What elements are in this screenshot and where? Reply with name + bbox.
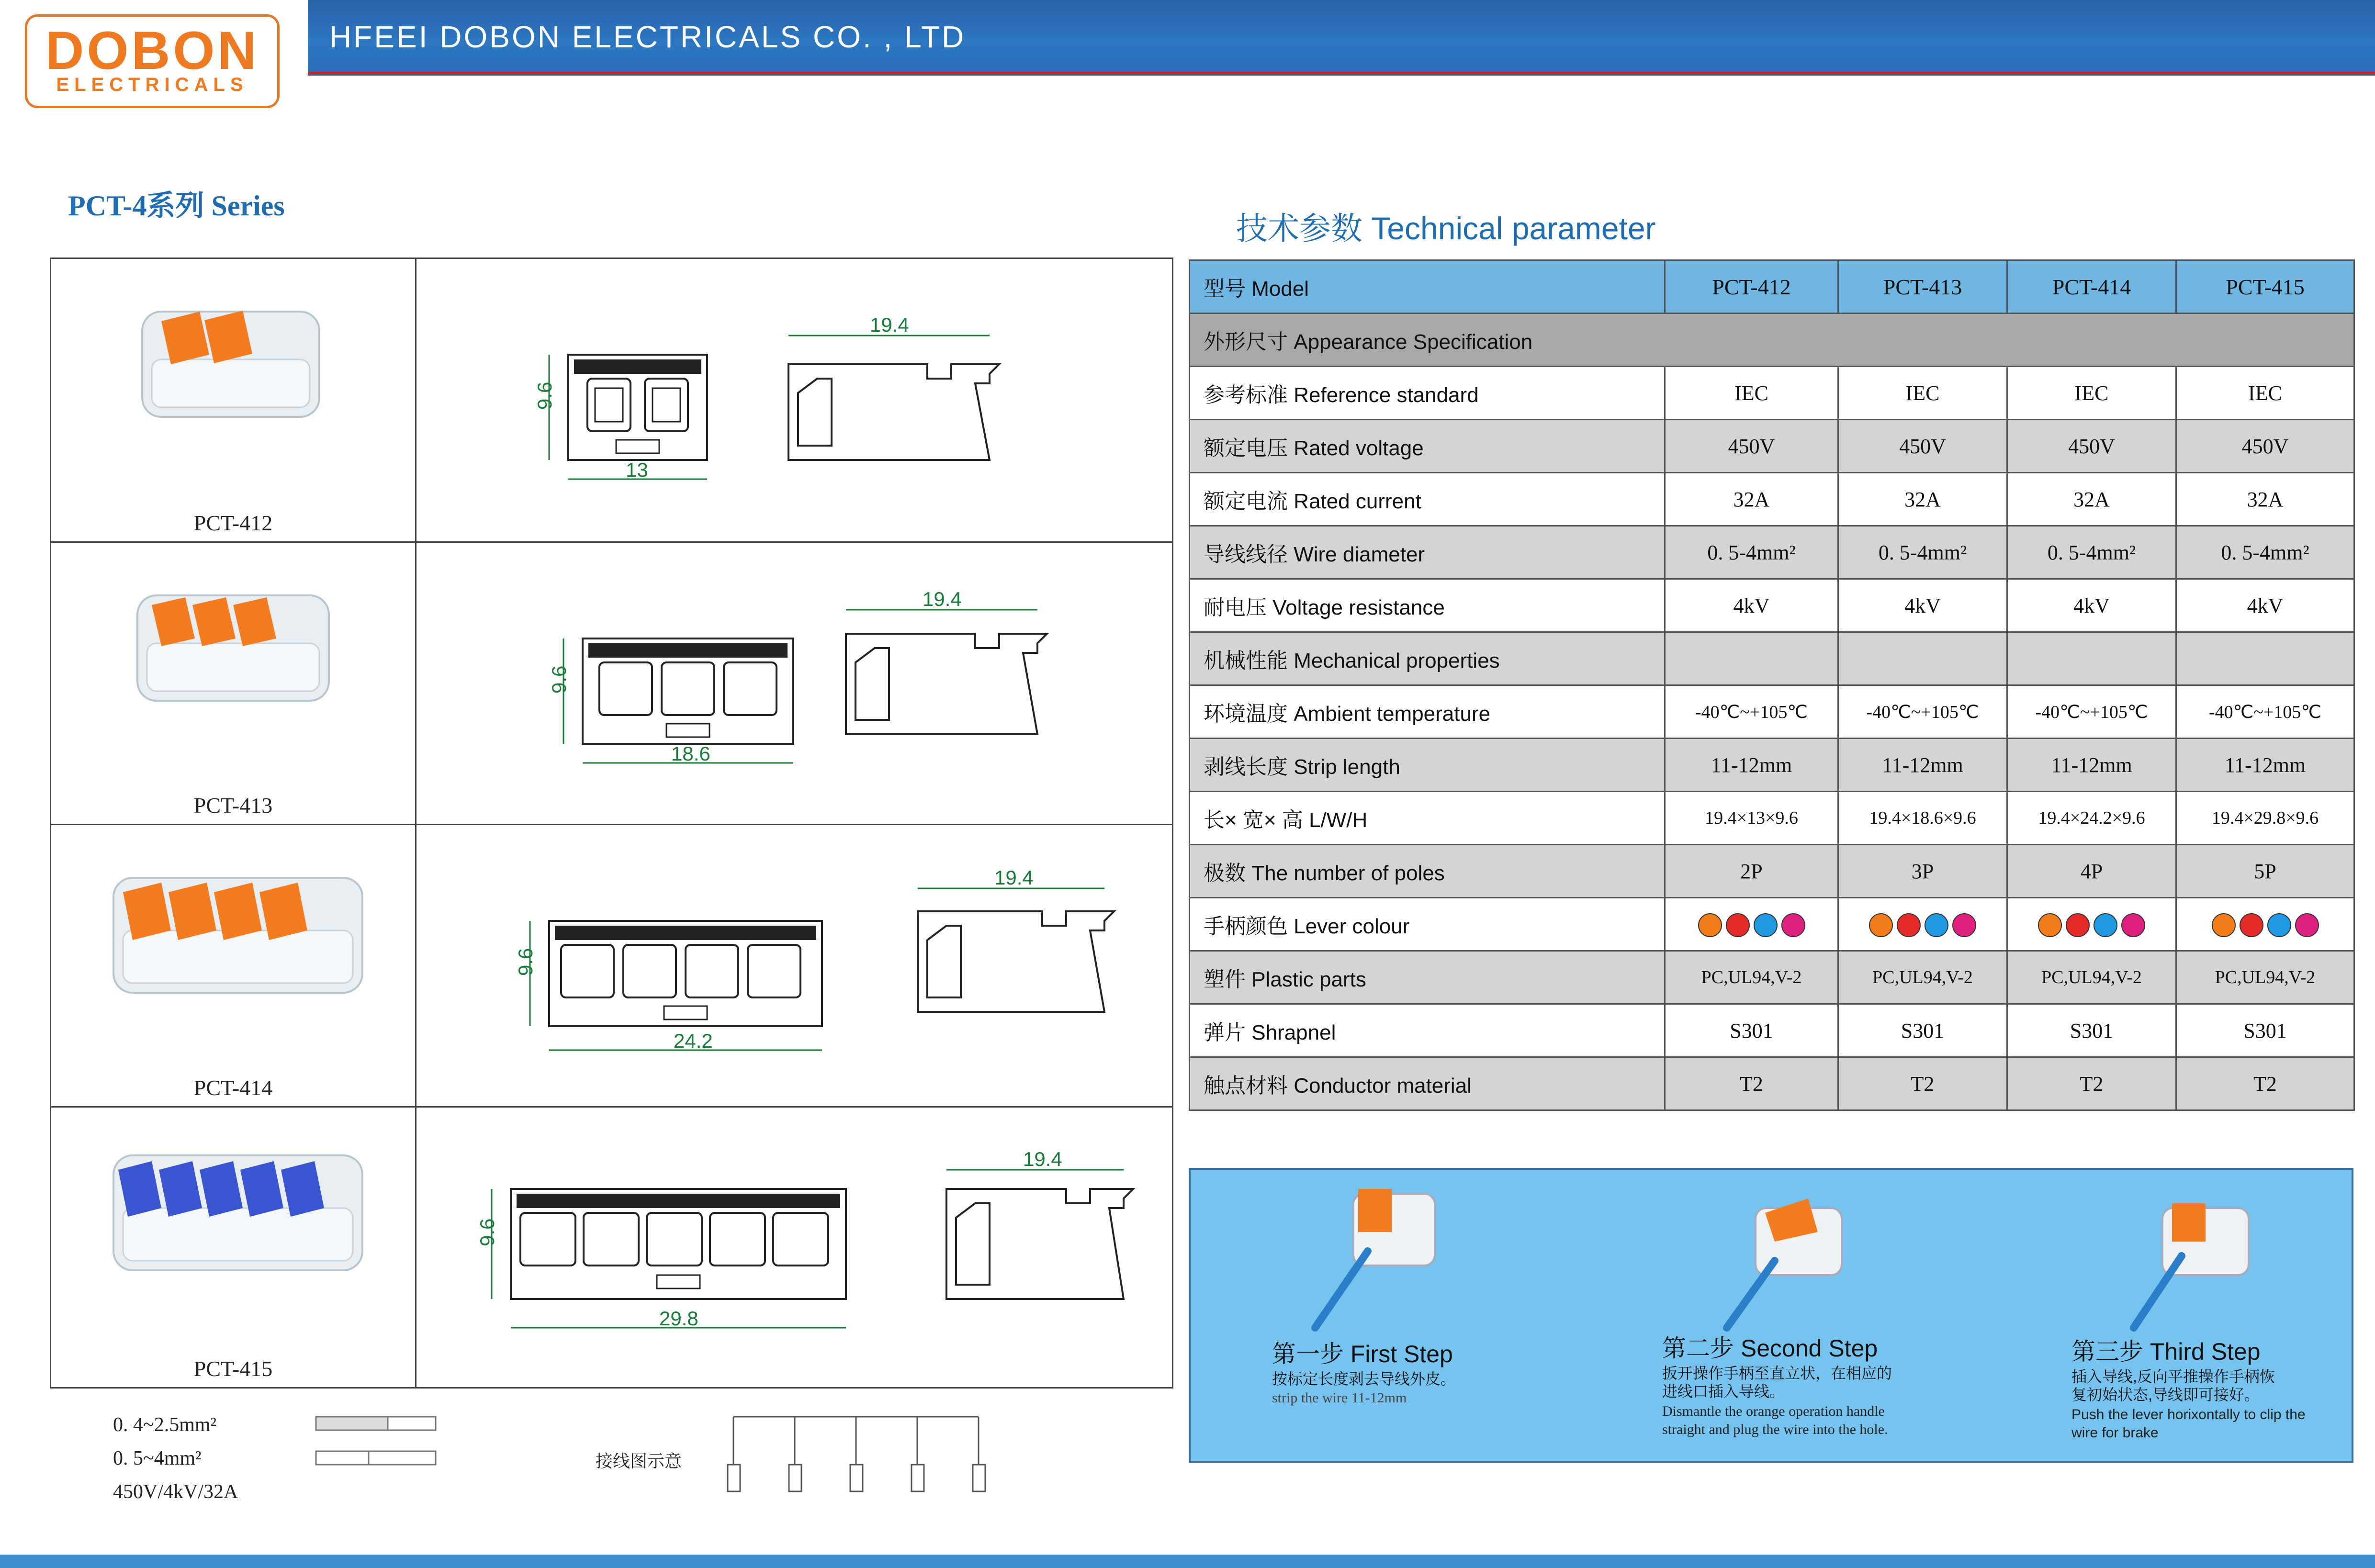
- row-value: IEC: [2007, 367, 2176, 420]
- header-model: PCT-414: [2007, 260, 2176, 314]
- table-row: [1190, 1057, 2354, 1110]
- table-header-row: [1190, 260, 2354, 314]
- header-model: PCT-412: [1665, 260, 1838, 314]
- row-value: 450V: [2007, 420, 2176, 473]
- row-value: 4kV: [2007, 579, 2176, 632]
- product-photo-pct-415: [109, 1136, 377, 1289]
- tech-parameter-table: [1189, 259, 2355, 1111]
- color-dot: [1698, 913, 1722, 937]
- row-value: S301: [2176, 1004, 2354, 1057]
- color-dot: [1754, 913, 1778, 937]
- product-row: [51, 541, 1172, 824]
- row-value: T2: [2007, 1057, 2176, 1110]
- row-value: PC,UL94,V-2: [2007, 951, 2176, 1004]
- installation-steps-panel: [1189, 1168, 2353, 1463]
- row-value: T2: [2176, 1057, 2354, 1110]
- color-dot: [1726, 913, 1750, 937]
- footer-bar: [0, 1555, 2375, 1568]
- row-value: 4kV: [1665, 579, 1838, 632]
- row-value: 450V: [2176, 420, 2354, 473]
- step-title: 第三步 Third Step: [2071, 1338, 2261, 1365]
- step-3-illustration: [2110, 1179, 2282, 1337]
- table-row: [1190, 632, 2354, 685]
- row-value: 32A: [1838, 473, 2007, 526]
- color-dot: [2038, 913, 2062, 937]
- dim-depth: 19.4: [870, 314, 909, 336]
- row-value: 32A: [1665, 473, 1838, 526]
- step-description-en: Dismantle the orange operation handle straight and plug the wire into the hole.: [1662, 1403, 1888, 1437]
- row-value: 3P: [1838, 845, 2007, 898]
- row-value: [2176, 632, 2354, 685]
- dim-width: 18.6: [671, 742, 710, 765]
- product-row: [51, 1106, 1172, 1387]
- row-param: 触点材料 Conductor material: [1190, 1057, 1665, 1110]
- color-dot: [2240, 913, 2263, 937]
- company-logo: [25, 14, 280, 108]
- step-description-zh: 按标定长度剥去导线外皮。: [1272, 1370, 1456, 1388]
- dim-depth: 19.4: [923, 588, 962, 610]
- table-row: [1190, 845, 2354, 898]
- header-param: 型号 Model: [1190, 260, 1665, 314]
- row-value: 4P: [2007, 845, 2176, 898]
- table-row: [1190, 685, 2354, 739]
- table-row: [1190, 579, 2354, 632]
- table-row: [1190, 367, 2354, 420]
- table-row: [1190, 792, 2354, 845]
- row-value: IEC: [1665, 367, 1838, 420]
- row-value: 32A: [2007, 473, 2176, 526]
- lever-colour-swatches: [1838, 898, 2007, 951]
- row-value: S301: [1838, 1004, 2007, 1057]
- dim-height: 9.6: [476, 1218, 498, 1246]
- row-param: 弹片 Shrapnel: [1190, 1004, 1665, 1057]
- header-model: PCT-413: [1838, 260, 2007, 314]
- row-value: 11-12mm: [2007, 739, 2176, 792]
- row-value: 11-12mm: [1838, 739, 2007, 792]
- spec-line: 0. 4~2.5mm²: [113, 1414, 217, 1436]
- dim-depth: 19.4: [1023, 1148, 1062, 1170]
- logo-subtitle: ELECTRICALS: [56, 74, 248, 95]
- row-value: 32A: [2176, 473, 2354, 526]
- row-value: [1838, 632, 2007, 685]
- step-2-illustration: [1698, 1179, 1870, 1337]
- table-row: [1190, 898, 2354, 951]
- row-param: 耐电压 Voltage resistance: [1190, 579, 1665, 632]
- row-value: [1665, 632, 1838, 685]
- dim-height: 9.6: [514, 948, 537, 976]
- row-value: 19.4×29.8×9.6: [2176, 792, 2354, 845]
- dim-width: 29.8: [659, 1307, 698, 1330]
- row-value: 4kV: [1838, 579, 2007, 632]
- row-value: [2007, 632, 2176, 685]
- wire-strip-illustration: [311, 1412, 445, 1474]
- color-dot: [1952, 913, 1976, 937]
- color-dot: [1897, 913, 1921, 937]
- step-description-zh: 扳开操作手柄至直立状，在相应的进线口插入导线。: [1662, 1365, 1892, 1400]
- product-row: [51, 259, 1172, 541]
- row-value: 450V: [1838, 420, 2007, 473]
- dimension-drawing-pct-414: [492, 854, 1162, 1079]
- table-row: [1190, 526, 2354, 579]
- spec-line: 450V/4kV/32A: [113, 1481, 238, 1503]
- row-param: 手柄颜色 Lever colour: [1190, 898, 1665, 951]
- row-value: IEC: [1838, 367, 2007, 420]
- lever-colour-swatches: [2176, 898, 2354, 951]
- row-value: T2: [1665, 1057, 1838, 1110]
- row-value: PC,UL94,V-2: [1665, 951, 1838, 1004]
- row-value: 11-12mm: [1665, 739, 1838, 792]
- spec-notes: [113, 1408, 238, 1509]
- dim-height: 9.6: [533, 381, 556, 410]
- step-title: 第二步 Second Step: [1662, 1335, 1878, 1362]
- row-param: 额定电压 Rated voltage: [1190, 420, 1665, 473]
- row-param: 额定电流 Rated current: [1190, 473, 1665, 526]
- wiring-diagram-label: 接线图示意: [596, 1451, 682, 1471]
- color-dot: [2267, 913, 2291, 937]
- dim-height: 9.6: [548, 665, 570, 694]
- product-photo-pct-413: [133, 576, 353, 720]
- row-value: 450V: [1665, 420, 1838, 473]
- step-description-en: Push the lever horixontally to clip the wire for brake: [2071, 1407, 2306, 1441]
- dimension-drawing-pct-413: [520, 571, 1157, 792]
- row-value: 11-12mm: [2176, 739, 2354, 792]
- row-value: 0. 5-4mm²: [1838, 526, 2007, 579]
- header-accent-line: [308, 72, 2375, 75]
- row-value: T2: [1838, 1057, 2007, 1110]
- product-row: [51, 824, 1172, 1106]
- series-title: PCT-4系列 Series: [68, 190, 285, 222]
- wiring-diagram: [723, 1412, 1001, 1508]
- lever-colour-swatches: [1665, 898, 1838, 951]
- row-value: -40℃~+105℃: [2176, 685, 2354, 739]
- lever-colour-swatches: [2007, 898, 2176, 951]
- table-row: [1190, 1004, 2354, 1057]
- table-row: [1190, 739, 2354, 792]
- dimension-drawing-pct-415: [473, 1136, 1162, 1366]
- color-dot: [2121, 913, 2145, 937]
- product-label: PCT-413: [193, 793, 273, 818]
- row-value: IEC: [2176, 367, 2354, 420]
- row-param: 长× 宽× 高 L/W/H: [1190, 792, 1665, 845]
- row-value: -40℃~+105℃: [1838, 685, 2007, 739]
- row-value: 2P: [1665, 845, 1838, 898]
- color-dot: [2094, 913, 2117, 937]
- logo-wordmark: DOBON: [45, 21, 259, 80]
- company-name: HFEEI DOBON ELECTRICALS CO. , LTD: [329, 20, 966, 54]
- product-label: PCT-412: [193, 511, 273, 535]
- dimension-drawing-pct-412: [530, 288, 1152, 508]
- step-description-zh: 插入导线,反向平推操作手柄恢复初始状态,导线即可接好。: [2071, 1368, 2275, 1403]
- row-param: 塑件 Plastic parts: [1190, 951, 1665, 1004]
- row-value: 19.4×24.2×9.6: [2007, 792, 2176, 845]
- step-description-en: strip the wire 11-12mm: [1272, 1390, 1407, 1406]
- color-dot: [1781, 913, 1805, 937]
- row-param: 极数 The number of poles: [1190, 845, 1665, 898]
- row-value: 0. 5-4mm²: [1665, 526, 1838, 579]
- dim-depth: 19.4: [994, 866, 1034, 889]
- row-param: 参考标准 Reference standard: [1190, 367, 1665, 420]
- row-param: 环境温度 Ambient temperature: [1190, 685, 1665, 739]
- table-row: [1190, 473, 2354, 526]
- step-1-illustration: [1286, 1179, 1459, 1337]
- product-label: PCT-414: [193, 1075, 273, 1100]
- dim-width: 13: [626, 459, 648, 481]
- row-value: 0. 5-4mm²: [2007, 526, 2176, 579]
- row-value: 5P: [2176, 845, 2354, 898]
- color-dot: [1869, 913, 1893, 937]
- tech-title: 技术参数 Technical parameter: [1236, 211, 1656, 246]
- section-title: 外形尺寸 Appearance Specification: [1190, 314, 2354, 367]
- row-value: 19.4×18.6×9.6: [1838, 792, 2007, 845]
- row-param: 剥线长度 Strip length: [1190, 739, 1665, 792]
- color-dot: [2295, 913, 2319, 937]
- row-value: 0. 5-4mm²: [2176, 526, 2354, 579]
- product-photo-pct-412: [133, 292, 343, 436]
- step-title: 第一步 First Step: [1272, 1341, 1453, 1367]
- row-value: PC,UL94,V-2: [2176, 951, 2354, 1004]
- row-value: PC,UL94,V-2: [1838, 951, 2007, 1004]
- section-row: [1190, 314, 2354, 367]
- color-dot: [1925, 913, 1948, 937]
- color-dot: [2066, 913, 2090, 937]
- row-value: 19.4×13×9.6: [1665, 792, 1838, 845]
- row-value: S301: [1665, 1004, 1838, 1057]
- row-value: S301: [2007, 1004, 2176, 1057]
- spec-line: 0. 5~4mm²: [113, 1447, 202, 1469]
- product-drawing-table: [50, 258, 1173, 1389]
- table-row: [1190, 951, 2354, 1004]
- product-label: PCT-415: [193, 1356, 273, 1381]
- dim-width: 24.2: [674, 1030, 713, 1052]
- row-param: 导线线径 Wire diameter: [1190, 526, 1665, 579]
- product-photo-pct-414: [109, 859, 377, 1012]
- row-value: 4kV: [2176, 579, 2354, 632]
- row-value: -40℃~+105℃: [1665, 685, 1838, 739]
- row-value: -40℃~+105℃: [2007, 685, 2176, 739]
- table-row: [1190, 420, 2354, 473]
- color-dot: [2212, 913, 2236, 937]
- row-param: 机械性能 Mechanical properties: [1190, 632, 1665, 685]
- header-model: PCT-415: [2176, 260, 2354, 314]
